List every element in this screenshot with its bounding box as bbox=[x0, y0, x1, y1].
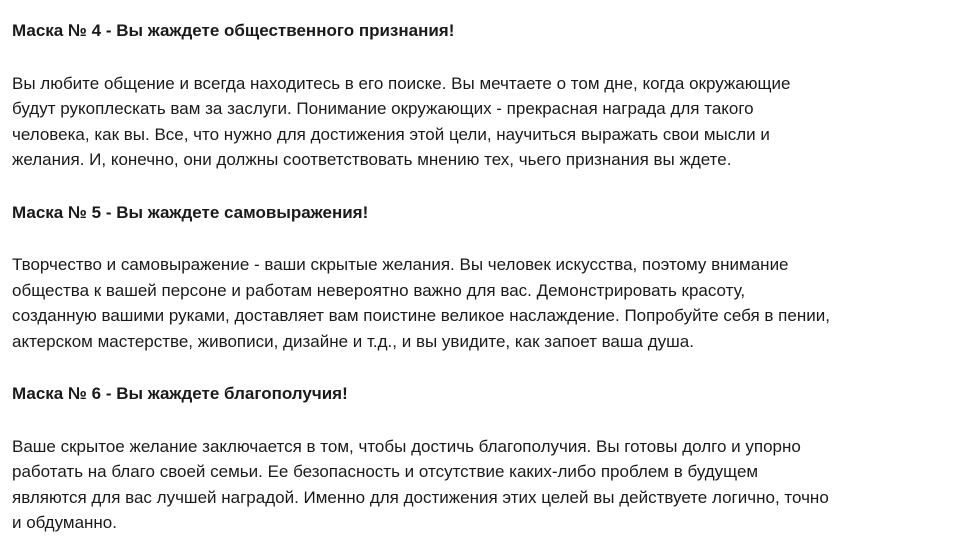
paragraph-line: работать на благо своей семьи. Ее безопасность и отсутствие каких-либо проблем в будущем bbox=[12, 462, 759, 481]
paragraph-line: и обдуманно. bbox=[12, 513, 117, 532]
paragraph-line: созданную вашими руками, доставляет вам поистине великое наслаждение. Попробуйте себя в пении, bbox=[12, 306, 830, 325]
paragraph-line: человека, как вы. Все, что нужно для достижения этой цели, научиться выражать свои мысли и bbox=[12, 124, 770, 144]
mask-section bbox=[12, 381, 830, 536]
section-paragraph bbox=[12, 71, 830, 173]
paragraph-line: актерском мастерстве, живописи, дизайне и т.д., и вы увидите, как запоет ваша душа. bbox=[12, 331, 694, 351]
paragraph-line: Ваше скрытое желание заключается в том, чтобы достичь благополучия. Вы готовы долго и упорно bbox=[12, 436, 801, 456]
paragraph-line: желания. И, конечно, они должны соответствовать мнению тех, чьего признания вы ждете. bbox=[12, 150, 732, 169]
section-paragraph bbox=[12, 434, 830, 536]
section-heading: Маска № 6 - Вы жаждете благополучия! bbox=[12, 384, 348, 403]
section-heading: Маска № 5 - Вы жаждете самовыражения! bbox=[12, 202, 369, 222]
paragraph-line: Творчество и самовыражение - ваши скрытые желания. Вы человек искусства, поэтому внимание bbox=[12, 255, 789, 274]
section-heading: Маска № 4 - Вы жаждете общественного признания! bbox=[12, 21, 455, 40]
paragraph-line: являются для вас лучшей наградой. Именно для достижения этих целей вы действуете логично, точно bbox=[12, 487, 829, 507]
article-body bbox=[12, 18, 830, 536]
paragraph-line: общества к вашей персоне и работам невероятно важно для вас. Демонстрировать красоту, bbox=[12, 280, 746, 300]
section-paragraph bbox=[12, 252, 830, 354]
mask-section bbox=[12, 18, 830, 200]
paragraph-line: будут рукоплескать вам за заслуги. Понимание окружающих - прекрасная награда для такого bbox=[12, 99, 754, 118]
mask-section bbox=[12, 200, 830, 382]
paragraph-line: Вы любите общение и всегда находитесь в его поиске. Вы мечтаете о том дне, когда окружающие bbox=[12, 73, 791, 93]
